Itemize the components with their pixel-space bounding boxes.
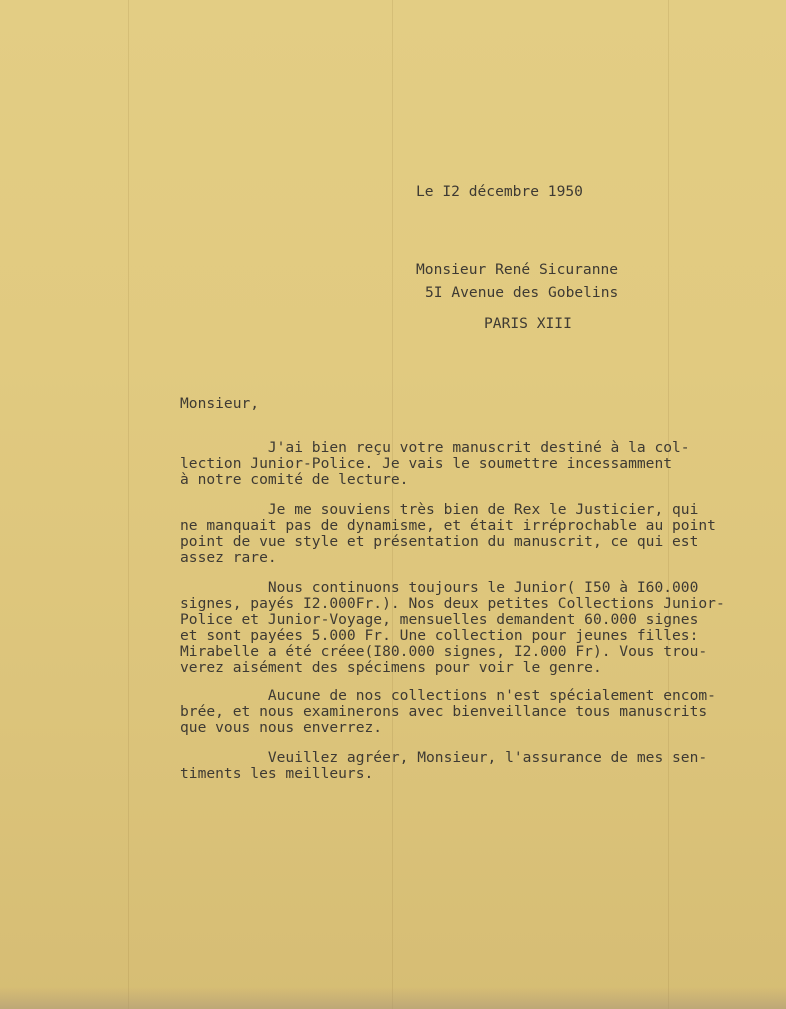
recipient-city: PARIS XIII (484, 315, 572, 332)
recipient-name: Monsieur René Sicuranne (416, 261, 619, 278)
body-paragraph: J'ai bien reçu votre manuscrit destiné à la col- lection Junior-Police. Je vais le soumettre incessamment à notre comité de lecture. (180, 439, 690, 488)
letter-date: Le I2 décembre 1950 (416, 183, 583, 200)
body-paragraph: Nous continuons toujours le Junior( I50 à I60.000 signes, payés I2.000Fr.). Nos deux petites Collections Junior- Police et Junior-Voyage, mensuelles demandent 60.000 signes et sont payées 5.000 Fr. Une collection pour jeunes filles: Mirabelle a été créee(I80.000 signes, I2.000 Fr). Vous trou- verez aisément des spécimens pour voir le genre. (180, 579, 725, 676)
body-paragraph: Je me souviens très bien de Rex le Justicier, qui ne manquait pas de dynamisme, et était irréprochable au point point de vue style et présentation du manuscrit, ce qui est assez rare. (180, 501, 716, 566)
paper-bottom-edge (0, 987, 786, 1009)
salutation: Monsieur, (180, 395, 260, 412)
recipient-street: 5I Avenue des Gobelins (425, 284, 619, 301)
paper-fold-line (128, 0, 129, 1009)
body-paragraph: Aucune de nos collections n'est spécialement encom- brée, et nous examinerons avec bienveillance tous manuscrits que vous nous enverrez. (180, 687, 716, 736)
closing-paragraph: Veuillez agréer, Monsieur, l'assurance de mes sen- timents les meilleurs. (180, 749, 708, 782)
